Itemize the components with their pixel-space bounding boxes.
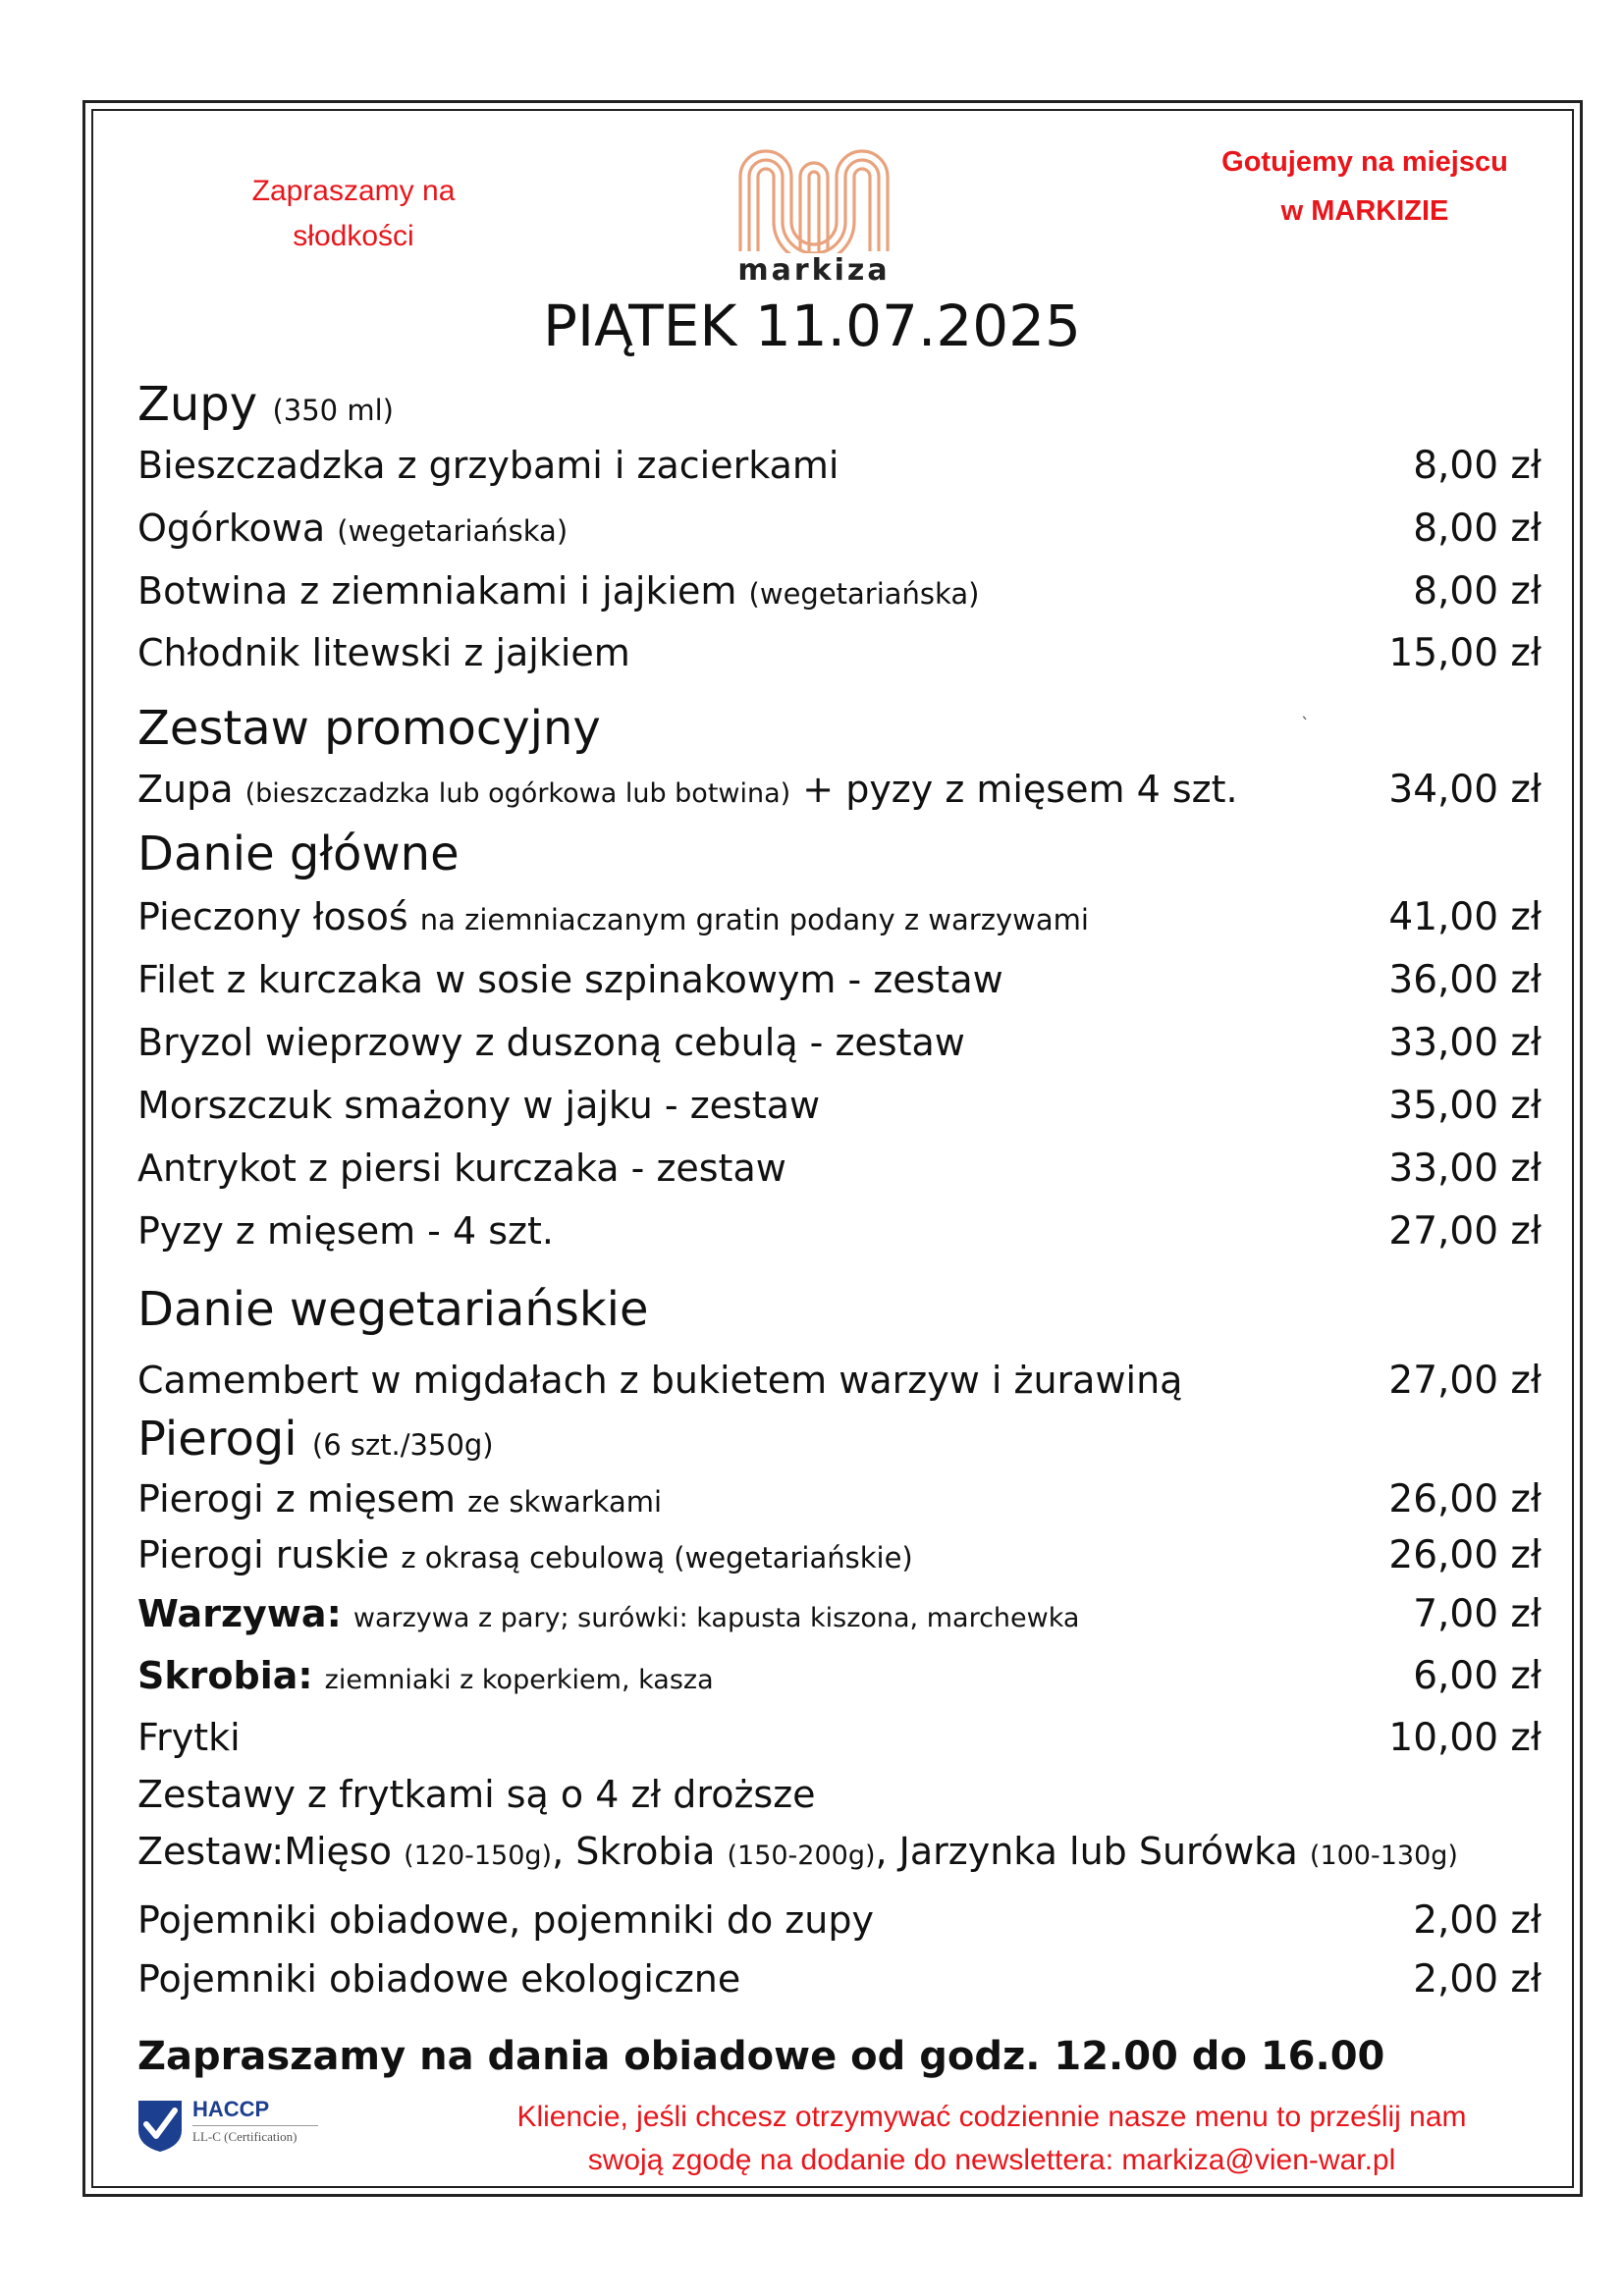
set-veg: , Jarzynka lub Surówka xyxy=(875,1830,1298,1873)
dish-price: 33,00 zł xyxy=(1388,1147,1542,1191)
dish-note: (wegetariańska) xyxy=(748,577,980,611)
dish-price: 33,00 zł xyxy=(1388,1021,1542,1065)
page-title-date: PIĄTEK 11.07.2025 xyxy=(543,293,1081,359)
sweets-note-line1: Zapraszamy na xyxy=(251,175,456,207)
dish-price: 35,00 zł xyxy=(1388,1084,1542,1128)
menu-row xyxy=(137,507,1542,561)
menu-row xyxy=(137,895,1542,950)
dish-name xyxy=(137,569,979,613)
starch-label: Skrobia: xyxy=(137,1654,313,1697)
set-starch-weight: (150-200g) xyxy=(727,1841,876,1871)
haccp-title: HACCP xyxy=(192,2097,270,2121)
menu-row xyxy=(137,1957,1542,2012)
dish-note: warzywa z pary; surówki: kapusta kiszona, marchewka xyxy=(352,1603,1080,1633)
dish-name-main: Pierogi z mięsem xyxy=(137,1477,456,1521)
dish-note: ze skwarkami xyxy=(467,1485,663,1519)
dish-name-main: Zupa xyxy=(137,768,234,811)
menu-row xyxy=(137,1359,1542,1414)
dish-name: Camembert w migdałach z bukietem warzyw i żurawiną xyxy=(137,1359,1183,1402)
haccp-badge xyxy=(135,2095,342,2154)
dish-name: Frytki xyxy=(137,1716,241,1759)
vegetables-label: Warzywa: xyxy=(137,1592,342,1635)
newsletter-line2: swoją zgodę na dodanie do newslettera: markiza@vien-war.pl xyxy=(587,2144,1396,2176)
section-dumplings-title xyxy=(137,1412,494,1467)
haccp-shield-icon xyxy=(135,2095,185,2154)
menu-row xyxy=(137,1533,1542,1588)
dish-note: z okrasą cebulową (wegetariańskie) xyxy=(401,1541,913,1575)
menu-row xyxy=(137,1209,1542,1264)
dish-price: 15,00 zł xyxy=(1388,631,1542,675)
dish-price: 8,00 zł xyxy=(1413,507,1542,551)
dish-note: ziemniaki z koperkiem, kasza xyxy=(324,1665,714,1695)
menu-row xyxy=(137,1477,1542,1532)
section-vegetarian-title: Danie wegetariańskie xyxy=(137,1282,649,1337)
container-name: Pojemniki obiadowe, pojemniki do zupy xyxy=(137,1898,874,1942)
section-soups-note: (350 ml) xyxy=(272,394,394,427)
dish-name: Bieszczadzka z grzybami i zacierkami xyxy=(137,444,839,487)
dish-name-main: Pierogi ruskie xyxy=(137,1533,390,1576)
dish-name xyxy=(137,1533,913,1576)
dish-name-extra: + pyzy z mięsem 4 szt. xyxy=(802,768,1238,811)
dish-price: 7,00 zł xyxy=(1413,1592,1542,1636)
dish-name: Morszczuk smażony w jajku - zestaw xyxy=(137,1084,821,1127)
dish-price: 8,00 zł xyxy=(1413,569,1542,614)
container-price: 2,00 zł xyxy=(1413,1957,1542,2002)
dish-name-main: Botwina z ziemniakami i jajkiem xyxy=(137,569,737,613)
dish-price: 36,00 zł xyxy=(1388,958,1542,1002)
newsletter-note xyxy=(432,2096,1551,2182)
haccp-subtitle: LL-C (Certification) xyxy=(192,2129,298,2144)
menu-row xyxy=(137,1898,1542,1953)
dish-price: 26,00 zł xyxy=(1388,1533,1542,1577)
sweets-note-line2: słodkości xyxy=(293,220,414,252)
dish-name xyxy=(137,895,1089,938)
dish-name: Antrykot z piersi kurczaka - zestaw xyxy=(137,1147,786,1190)
fries-set-note: Zestawy z frytkami są o 4 zł droższe xyxy=(137,1773,816,1816)
container-price: 2,00 zł xyxy=(1413,1898,1542,1943)
set-meat: Zestaw:Mięso xyxy=(137,1830,392,1873)
dish-name xyxy=(137,1477,662,1521)
cooking-note-line1: Gotujemy na miejscu xyxy=(1221,146,1508,178)
dish-name xyxy=(137,768,1238,811)
cooking-note-line2: w MARKIZIE xyxy=(1280,195,1449,227)
dish-name xyxy=(137,1592,1079,1635)
dish-note: (wegetariańska) xyxy=(337,514,568,548)
menu-row xyxy=(137,569,1542,624)
menu-row xyxy=(137,1147,1542,1201)
newsletter-line1: Kliencie, jeśli chcesz otrzymywać codziennie nasze menu to prześlij nam xyxy=(516,2101,1467,2133)
dish-name: Pyzy z mięsem - 4 szt. xyxy=(137,1209,554,1253)
dish-name xyxy=(137,507,568,550)
set-veg-weight: (100-130g) xyxy=(1309,1841,1458,1871)
menu-row xyxy=(137,631,1542,686)
section-dumplings-note: (6 szt./350g) xyxy=(311,1428,494,1462)
set-definition xyxy=(137,1830,1458,1873)
menu-row xyxy=(137,1592,1542,1647)
container-name: Pojemniki obiadowe ekologiczne xyxy=(137,1957,741,2001)
opening-hours: Zapraszamy na dania obiadowe od godz. 12.00 do 16.00 xyxy=(137,2034,1385,2079)
markiza-logo-icon xyxy=(734,145,893,253)
dish-name: Bryzol wieprzowy z duszoną cebulą - zestaw xyxy=(137,1021,965,1064)
dish-name: Chłodnik litewski z jajkiem xyxy=(137,631,630,674)
menu-row xyxy=(137,768,1542,823)
set-meat-weight: (120-150g) xyxy=(404,1841,553,1871)
section-dumplings-label: Pierogi xyxy=(137,1412,298,1467)
sweets-note xyxy=(226,169,481,259)
menu-row xyxy=(137,958,1542,1013)
menu-row xyxy=(137,1654,1542,1709)
cooking-note xyxy=(1159,137,1571,236)
dish-price: 26,00 zł xyxy=(1388,1477,1542,1522)
dish-name-main: Ogórkowa xyxy=(137,507,326,550)
menu-row xyxy=(137,1716,1542,1771)
stray-mark: ` xyxy=(1301,715,1310,735)
section-main-title: Danie główne xyxy=(137,827,460,881)
dish-note: (bieszczadzka lub ogórkowa lub botwina) xyxy=(244,778,791,809)
section-promo-title: Zestaw promocyjny xyxy=(137,701,601,756)
section-soups-title xyxy=(137,377,394,432)
brand-name: markiza xyxy=(737,253,891,288)
dish-price: 8,00 zł xyxy=(1413,444,1542,488)
dish-price: 41,00 zł xyxy=(1388,895,1542,939)
set-starch: , Skrobia xyxy=(552,1830,716,1873)
section-soups-label: Zupy xyxy=(137,377,258,432)
dish-price: 34,00 zł xyxy=(1388,768,1542,812)
menu-row xyxy=(137,444,1542,499)
menu-row xyxy=(137,1021,1542,1076)
dish-price: 27,00 zł xyxy=(1388,1209,1542,1254)
dish-note: na ziemniaczanym gratin podany z warzywami xyxy=(419,903,1089,936)
dish-price: 6,00 zł xyxy=(1413,1654,1542,1698)
dish-name xyxy=(137,1654,714,1697)
dish-name-main: Pieczony łosoś xyxy=(137,895,408,938)
dish-price: 10,00 zł xyxy=(1388,1716,1542,1760)
dish-name: Filet z kurczaka w sosie szpinakowym - zestaw xyxy=(137,958,1003,1001)
menu-row xyxy=(137,1084,1542,1139)
dish-price: 27,00 zł xyxy=(1388,1359,1542,1403)
